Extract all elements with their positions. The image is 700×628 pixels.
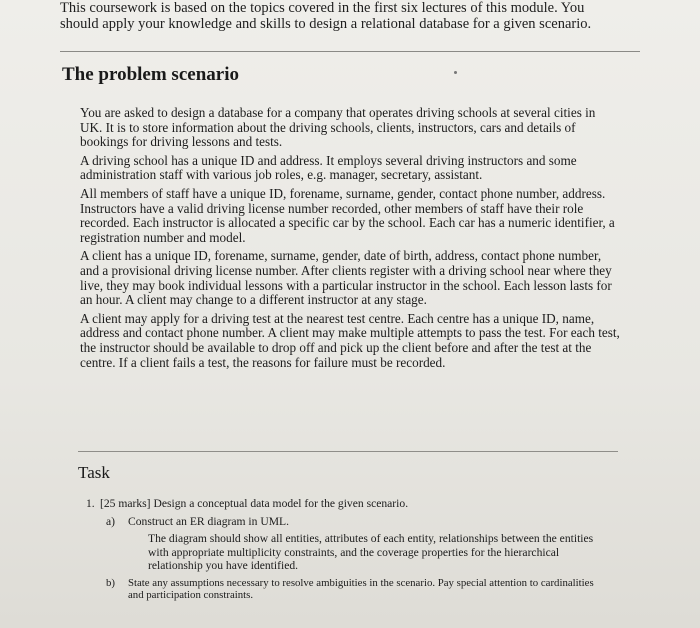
subtask-b bbox=[106, 577, 606, 602]
task-number: 1. bbox=[86, 497, 95, 510]
scenario-paragraph: All members of staff have a unique ID, forename, surname, gender, contact phone number, address. Instructors have a valid driving license number recorded, other members of staff have their role recorded. Each instructor is allocated a specific car by the school. Each car has a numeric identifier, a registration number and model. bbox=[80, 185, 615, 245]
task-item-1 bbox=[86, 497, 606, 511]
task-list bbox=[86, 497, 606, 606]
scenario-paragraph: A driving school has a unique ID and address. It employs several driving instructors and some administration staff with various job roles, e.g. manager, secretary, assistant. bbox=[80, 152, 577, 183]
subtask-letter: a) bbox=[106, 514, 116, 528]
section-title: The problem scenario bbox=[62, 64, 239, 85]
subtask-letter: b) bbox=[106, 576, 115, 589]
subtask-a-description: The diagram should show all entities, attributes of each entity, relationships between the entities with appropriate multiplicity constraints, and the coverage properties for the hierarchical relationship you have identified. bbox=[148, 532, 594, 572]
stray-dot bbox=[454, 71, 457, 74]
task-text: [25 marks] Design a conceptual data model for the given scenario. bbox=[100, 497, 409, 510]
scenario-paragraph: A client may apply for a driving test at the nearest test centre. Each centre has a unique ID, name, address and contact phone number. A client may make multiple attempts to pass the test. For each test, the instructor should be available to drop off and pick up the client before and after the test at the centre. If a client fails a test, the reasons for failure must be recorded. bbox=[80, 310, 620, 370]
intro-line-1: This coursework is based on the topics covered in the first six lectures of this module. You bbox=[60, 0, 585, 16]
subtask-text: Construct an ER diagram in UML. bbox=[128, 514, 289, 528]
intro-text bbox=[60, 0, 660, 32]
scenario-paragraph: A client has a unique ID, forename, surname, gender, date of birth, address, contact phone number, and a provisional driving license number. After clients register with a driving school near where they live, they may book individual lessons with a particular instructor in the school. Each lesson lasts for an hour. A client may change to a different instructor at any stage. bbox=[80, 248, 612, 308]
task-subitems bbox=[106, 515, 606, 602]
scenario-body bbox=[80, 106, 620, 374]
scenario-paragraph: You are asked to design a database for a company that operates driving schools at several cities in UK. It is to store information about the driving schools, clients, instructors, cars and details of bookings for driving lessons and tests. bbox=[80, 105, 596, 150]
divider-task bbox=[78, 451, 618, 452]
intro-line-2: should apply your knowledge and skills to design a relational database for a given scenario. bbox=[60, 16, 592, 32]
subtask-text: State any assumptions necessary to resolve ambiguities in the scenario. Pay special attention to cardinalities and participation constraints. bbox=[128, 576, 594, 601]
subtask-a bbox=[106, 515, 606, 529]
task-title: Task bbox=[78, 463, 110, 482]
divider-top bbox=[60, 51, 640, 52]
